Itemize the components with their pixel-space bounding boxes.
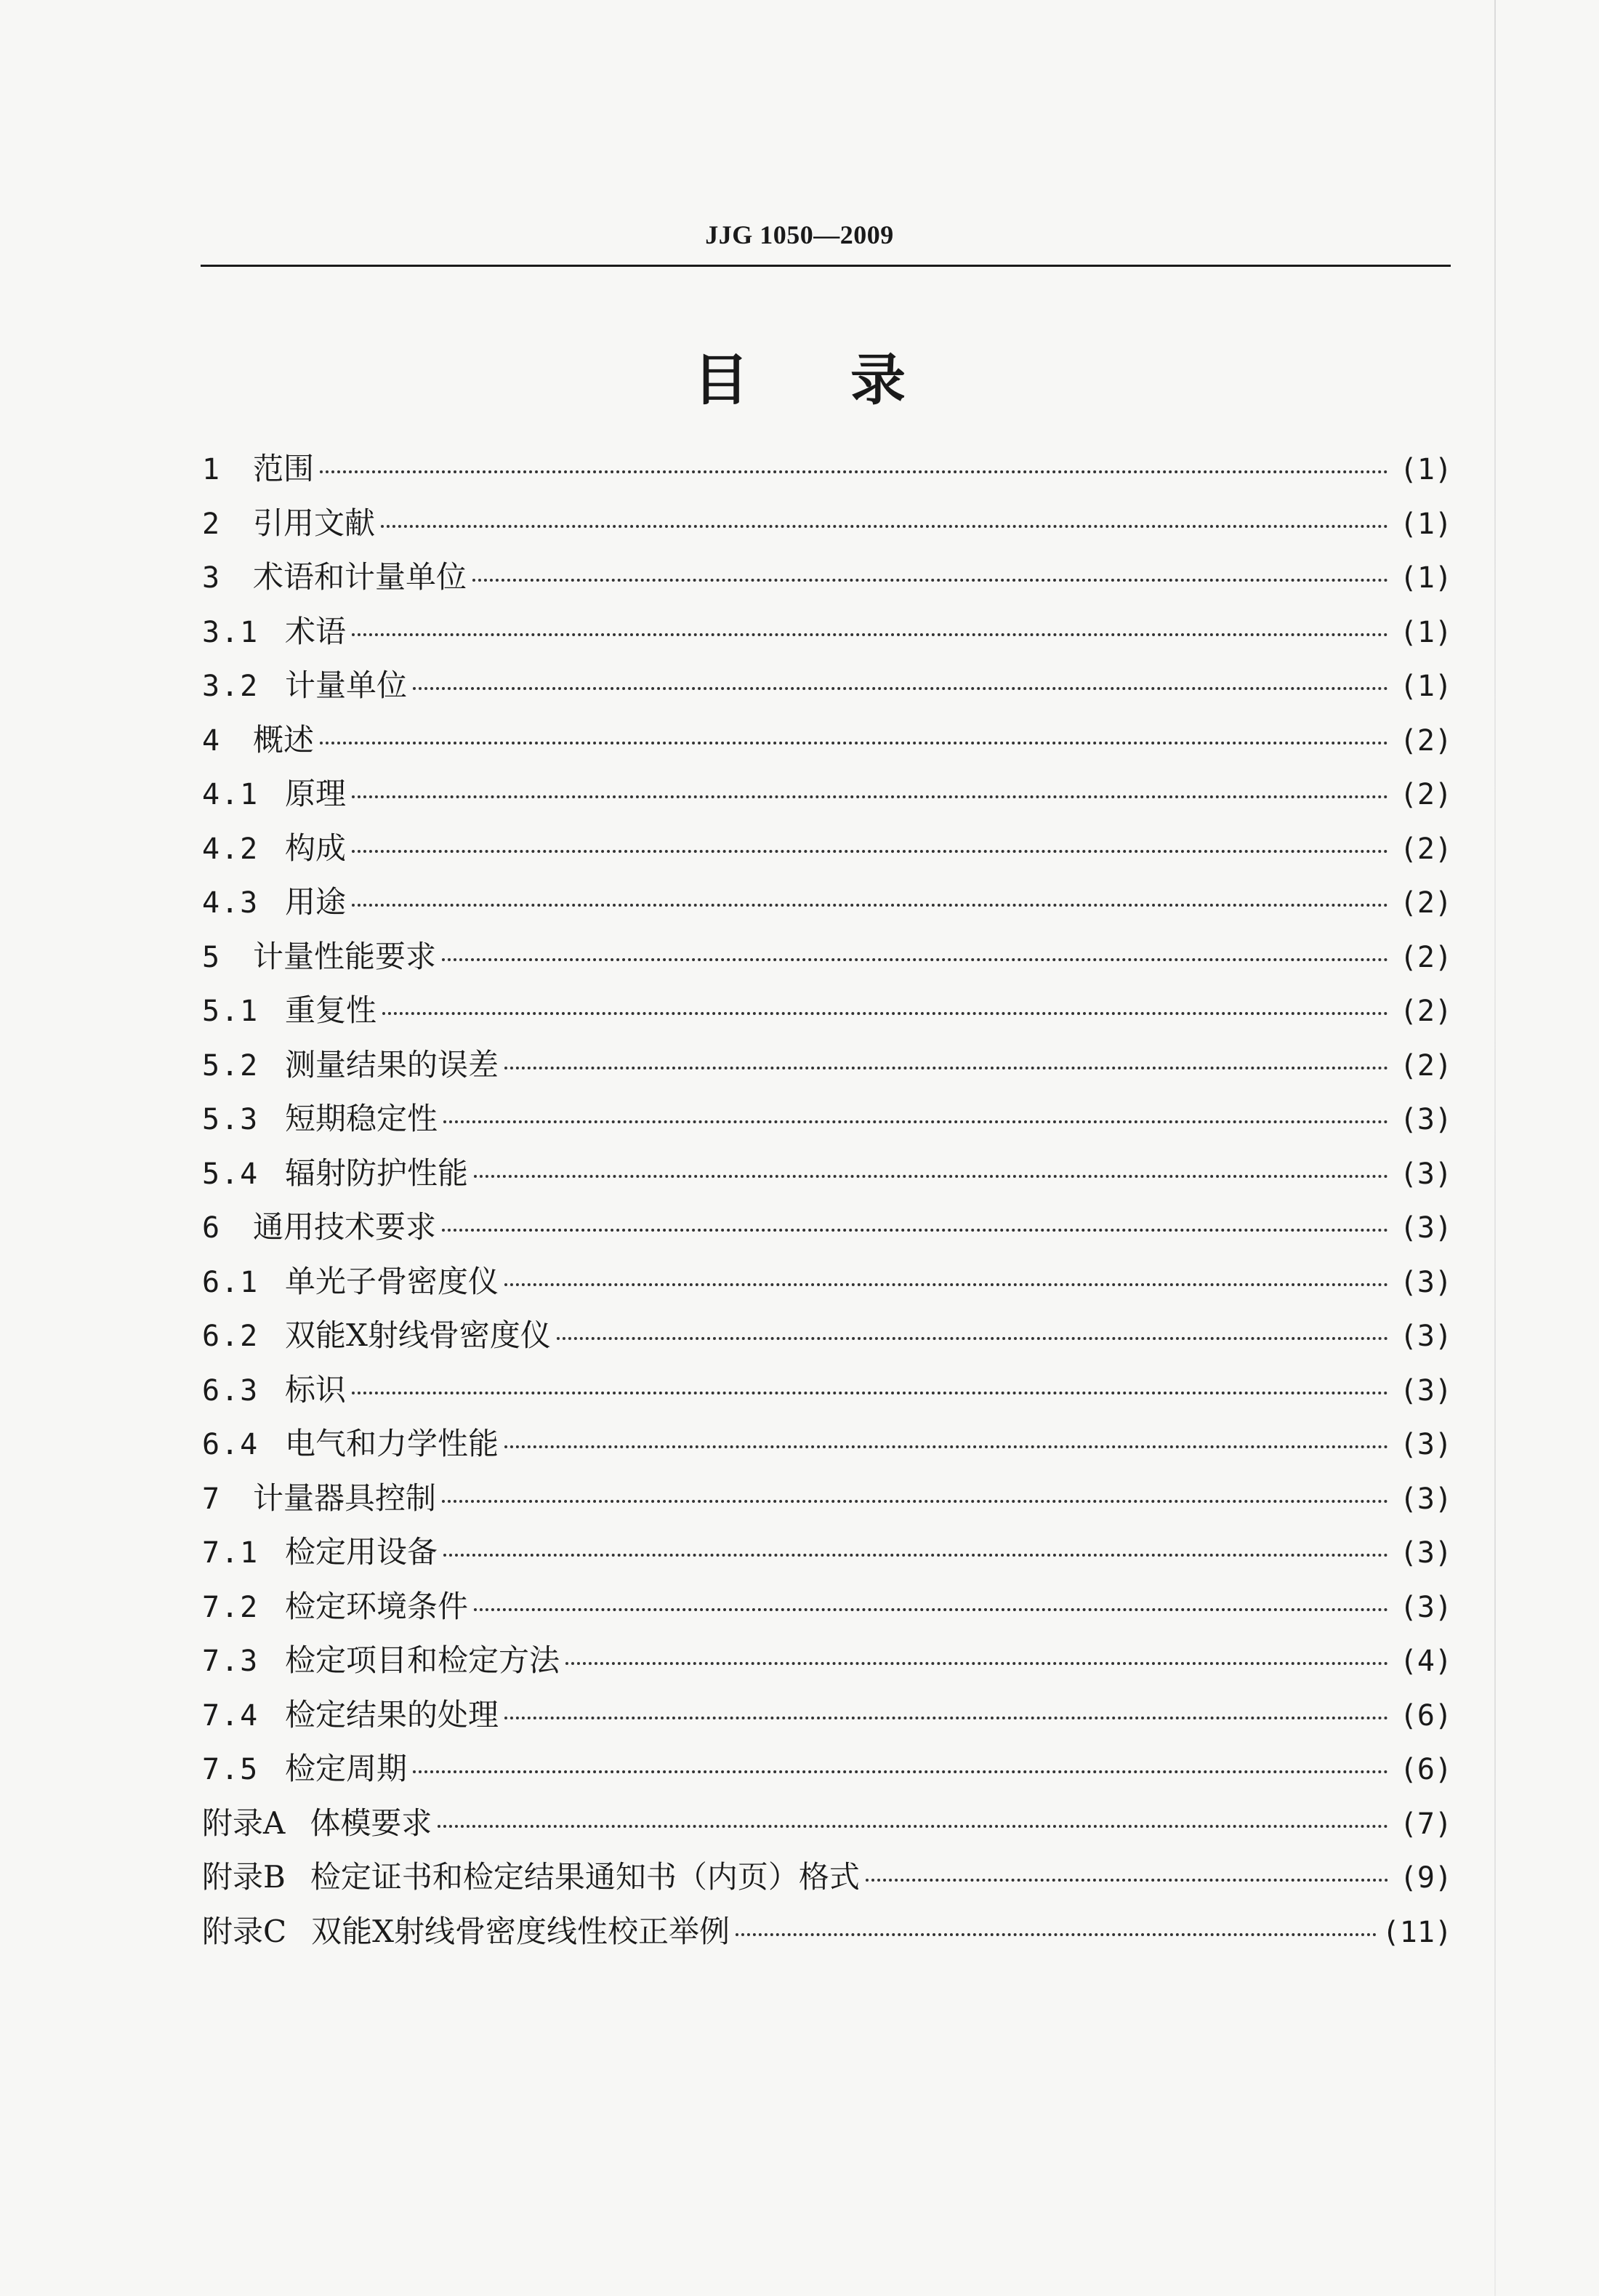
- toc-entry-number: 4: [202, 723, 222, 758]
- toc-entry[interactable]: [202, 1853, 1452, 1908]
- toc-entry-page: (1): [1399, 670, 1452, 703]
- toc-entry-page: (3): [1399, 1157, 1452, 1191]
- toc-entry-number: 4.1: [202, 778, 259, 811]
- toc-entry-number: 3: [202, 561, 222, 595]
- toc-dot-leader: [352, 633, 1388, 636]
- toc-entry[interactable]: [202, 1745, 1452, 1799]
- toc-entry-label: 辐射防护性能: [285, 1155, 469, 1191]
- toc-entry-label: 检定周期: [285, 1751, 408, 1786]
- toc-entry-label: 检定证书和检定结果通知书（内页）格式: [310, 1859, 860, 1895]
- toc-entry-number: 6.3: [202, 1373, 259, 1408]
- toc-entry-label: 双能X射线骨密度仪: [285, 1317, 551, 1353]
- toc-entry-number: 6: [202, 1211, 222, 1245]
- toc-entry-label: 通用技术要求: [253, 1209, 437, 1245]
- toc-entry-label: 术语: [285, 613, 347, 649]
- toc-entry-label: 计量器具控制: [253, 1480, 437, 1516]
- toc-dot-leader: [352, 795, 1388, 798]
- toc-entry[interactable]: [202, 1583, 1452, 1637]
- toc-entry-page: (11): [1382, 1915, 1452, 1949]
- toc-entry-label: 检定用设备: [285, 1534, 438, 1570]
- toc-entry-page: (1): [1399, 561, 1452, 595]
- toc-dot-leader: [474, 1175, 1388, 1178]
- toc-entry-page: (3): [1399, 1536, 1452, 1570]
- toc-entry-page: (3): [1399, 1211, 1452, 1245]
- toc-entry-number: 5.3: [202, 1103, 259, 1136]
- toc-entry-number: 7.5: [202, 1753, 259, 1786]
- toc-entry-label: 体模要求: [310, 1805, 432, 1841]
- toc-entry-page: (1): [1399, 615, 1452, 649]
- toc-dot-leader: [557, 1337, 1388, 1340]
- toc-entry-number: 4.2: [202, 832, 259, 866]
- toc-entry[interactable]: [202, 499, 1452, 554]
- toc-dot-leader: [504, 1445, 1388, 1448]
- toc-entry-label: 术语和计量单位: [253, 559, 467, 595]
- toc-entry-label: 测量结果的误差: [285, 1046, 499, 1083]
- toc-dot-leader: [442, 958, 1388, 961]
- toc-dot-leader: [442, 1500, 1388, 1503]
- standard-code: JJG 1050—2009: [705, 220, 894, 249]
- toc-dot-leader: [381, 525, 1388, 528]
- toc-entry[interactable]: [202, 1799, 1452, 1854]
- toc-dot-leader: [442, 1229, 1388, 1232]
- toc-entry-label: 电气和力学性能: [285, 1426, 499, 1461]
- toc-entry-page: (3): [1399, 1428, 1452, 1461]
- toc-entry-number: 5.2: [202, 1048, 259, 1083]
- toc-dot-leader: [736, 1933, 1377, 1936]
- toc-entry[interactable]: [202, 1420, 1452, 1474]
- toc-entry-page: (6): [1399, 1698, 1452, 1733]
- toc-entry-label: 范围: [253, 451, 315, 486]
- toc-entry-number: 1: [202, 453, 222, 486]
- toc-entry-page: (3): [1399, 1103, 1452, 1136]
- toc-entry-label: 构成: [285, 830, 347, 866]
- toc-entry[interactable]: [202, 1258, 1452, 1312]
- toc-entry[interactable]: [202, 1041, 1452, 1096]
- toc-entry-page: (2): [1399, 1048, 1452, 1083]
- toc-entry-label: 计量性能要求: [253, 938, 437, 974]
- toc-entry[interactable]: [202, 1149, 1452, 1204]
- toc-entry-label: 检定结果的处理: [285, 1696, 499, 1733]
- toc-entry-page: (2): [1399, 940, 1452, 974]
- toc-entry-page: (3): [1399, 1590, 1452, 1624]
- toc-dot-leader: [504, 1717, 1388, 1719]
- toc-entry-number: 4.3: [202, 886, 259, 920]
- toc-entry[interactable]: [202, 716, 1452, 771]
- toc-entry-page: (1): [1399, 453, 1452, 486]
- toc-entry[interactable]: [202, 1691, 1452, 1746]
- toc-dot-leader: [504, 1283, 1388, 1286]
- toc-entry[interactable]: [202, 1366, 1452, 1421]
- toc-dot-leader: [443, 1554, 1388, 1557]
- toc-entry-number: 附录C: [202, 1913, 287, 1949]
- toc-dot-leader: [474, 1608, 1388, 1611]
- toc-entry-page: (4): [1399, 1645, 1452, 1678]
- toc-entry-page: (2): [1399, 832, 1452, 866]
- toc-entry-number: 附录B: [202, 1859, 286, 1895]
- toc-entry[interactable]: [202, 553, 1452, 608]
- toc-dot-leader: [352, 1392, 1388, 1394]
- toc-dot-leader: [352, 850, 1388, 853]
- toc-dot-leader: [413, 1770, 1388, 1773]
- toc-entry[interactable]: [202, 1312, 1452, 1366]
- toc-entry[interactable]: [202, 1528, 1452, 1583]
- toc-entry-page: (1): [1399, 507, 1452, 541]
- toc-entry-number: 5: [202, 940, 222, 974]
- toc-entry-page: (3): [1399, 1482, 1452, 1516]
- toc-entry-number: 5.1: [202, 995, 259, 1028]
- toc-entry[interactable]: [202, 987, 1452, 1041]
- toc-dot-leader: [443, 1120, 1388, 1123]
- toc-dot-leader: [413, 687, 1388, 690]
- header-rule: [201, 265, 1451, 267]
- toc-dot-leader: [320, 470, 1388, 473]
- toc-entry-label: 用途: [285, 884, 347, 920]
- toc-entry-number: 3.1: [202, 615, 259, 649]
- toc-dot-leader: [504, 1067, 1388, 1069]
- toc-entry-number: 7: [202, 1482, 222, 1516]
- toc-entry-label: 计量单位: [285, 667, 408, 703]
- toc-entry-number: 6.2: [202, 1320, 259, 1353]
- toc-entry-page: (6): [1399, 1753, 1452, 1786]
- toc-entry-number: 5.4: [202, 1157, 259, 1191]
- toc-entry-label: 原理: [285, 776, 347, 811]
- toc-entry-number: 7.3: [202, 1645, 259, 1678]
- toc-entry-page: (2): [1399, 778, 1452, 811]
- toc-entry-page: (9): [1399, 1861, 1452, 1895]
- toc-dot-leader: [438, 1825, 1388, 1828]
- toc-entry-page: (3): [1399, 1265, 1452, 1299]
- toc-entry-page: (3): [1399, 1373, 1452, 1408]
- toc-dot-leader: [382, 1012, 1388, 1015]
- toc-dot-leader: [320, 742, 1388, 744]
- page-title: 目录: [693, 348, 1007, 412]
- toc-entry-number: 附录A: [202, 1805, 286, 1841]
- toc-entry[interactable]: [202, 1637, 1452, 1691]
- toc-entry[interactable]: [202, 933, 1452, 987]
- toc-entry-page: (2): [1399, 995, 1452, 1028]
- toc-entry[interactable]: [202, 1908, 1452, 1962]
- toc-entry[interactable]: [202, 1095, 1452, 1149]
- toc-entry[interactable]: [202, 1474, 1452, 1529]
- toc-entry-label: 引用文献: [253, 505, 376, 541]
- toc-entry-label: 单光子骨密度仪: [285, 1263, 499, 1299]
- toc-entry-number: 6.4: [202, 1428, 259, 1461]
- toc-entry-label: 重复性: [285, 992, 377, 1028]
- toc-entry-number: 7.1: [202, 1536, 259, 1570]
- toc-entry[interactable]: [202, 878, 1452, 933]
- toc-entry-label: 检定项目和检定方法: [285, 1642, 560, 1678]
- toc-entry[interactable]: [202, 662, 1452, 716]
- toc-dot-leader: [472, 579, 1388, 582]
- toc-entry-label: 检定环境条件: [285, 1588, 469, 1624]
- toc-entry-number: 3.2: [202, 670, 259, 703]
- toc-entry-label: 概述: [253, 721, 315, 758]
- toc-entry[interactable]: [202, 824, 1452, 879]
- toc-entry[interactable]: [202, 1203, 1452, 1258]
- toc-dot-leader: [866, 1879, 1388, 1882]
- toc-dot-leader: [352, 904, 1388, 907]
- toc-entry-number: 2: [202, 507, 222, 541]
- toc-entry-page: (2): [1399, 723, 1452, 758]
- toc-entry[interactable]: [202, 608, 1452, 662]
- toc-dot-leader: [565, 1662, 1388, 1665]
- toc-entry-label: 双能X射线骨密度线性校正举例: [311, 1913, 730, 1949]
- toc-entry-label: 短期稳定性: [285, 1101, 438, 1136]
- toc-entry-page: (2): [1399, 886, 1452, 920]
- table-of-contents: [202, 445, 1452, 1962]
- toc-entry-page: (7): [1399, 1807, 1452, 1841]
- toc-entry[interactable]: [202, 445, 1452, 499]
- toc-entry-number: 7.4: [202, 1698, 259, 1733]
- toc-entry-page: (3): [1399, 1320, 1452, 1353]
- toc-entry-number: 6.1: [202, 1265, 259, 1299]
- toc-entry-label: 标识: [285, 1371, 347, 1408]
- toc-entry[interactable]: [202, 770, 1452, 824]
- toc-entry-number: 7.2: [202, 1590, 259, 1624]
